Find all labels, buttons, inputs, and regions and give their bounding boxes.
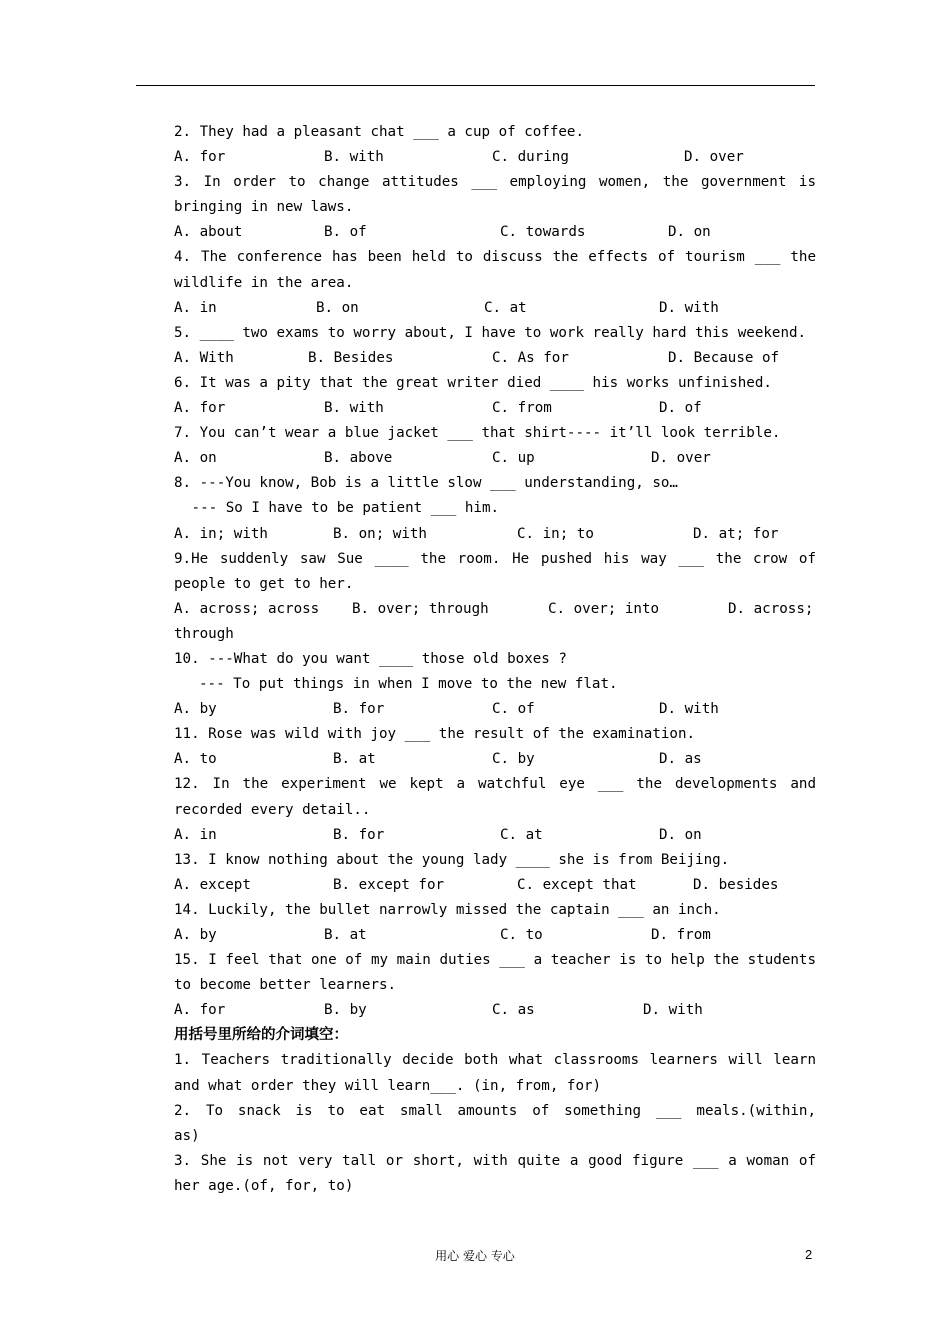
header-rule [136, 85, 815, 86]
page-number: 2 [805, 1247, 813, 1262]
option-a: A. for [174, 1002, 226, 1019]
options-row [174, 346, 816, 371]
option-a: A. for [174, 400, 226, 417]
option-c: C. by [492, 751, 535, 768]
question-stem-cont: recorded every detail.. [174, 801, 371, 818]
question-stem: 2. They had a pleasant chat ___ a cup of coffee. [174, 124, 584, 140]
question-stem: 6. It was a pity that the great writer died ____ his works unfinished. [174, 374, 772, 391]
option-c: C. as [492, 1002, 535, 1019]
option-c: C. up [492, 450, 535, 467]
question-stem: 7. You can’t wear a blue jacket ___ that shirt---- it’ll look terrible. [174, 425, 781, 442]
options-row [174, 873, 816, 898]
question-stem: 14. Luckily, the bullet narrowly missed the captain ___ an inch. [174, 901, 721, 918]
footer-text: 用心 爱心 专心 [435, 1249, 515, 1263]
question-stem: 3. In order to change attitudes ___ employing women, the government is [174, 174, 816, 191]
option-b: B. above [324, 450, 393, 467]
question-stem: 12. In the experiment we kept a watchful eye ___ the developments and [174, 776, 816, 793]
option-b: B. on [316, 299, 359, 316]
question-stem-cont: people to get to her. [174, 575, 354, 592]
option-c: C. in; to [517, 525, 594, 542]
fill-item-cont: as) [174, 1127, 200, 1144]
option-a: A. With [174, 349, 234, 366]
options-row [174, 923, 816, 948]
option-d: D. with [643, 1002, 703, 1019]
option-d-cont: through [174, 625, 234, 642]
option-c: C. towards [500, 224, 586, 241]
options-row [174, 396, 816, 421]
option-c: C. at [484, 299, 527, 316]
option-d: D. with [659, 299, 719, 316]
fill-item-cont: her age.(of, for, to) [174, 1177, 354, 1194]
question-stem: 5. ____ two exams to worry about, I have to work really hard this weekend. [174, 324, 807, 341]
question-list [174, 120, 816, 1199]
question-stem-cont: --- To put things in when I move to the new flat. [199, 676, 618, 693]
fill-item: 1. Teachers traditionally decide both what classrooms learners will learn [174, 1052, 816, 1069]
options-row [174, 220, 816, 245]
fill-item: 3. She is not very tall or short, with quite a good figure ___ a woman of [174, 1152, 816, 1169]
option-b: B. with [324, 149, 384, 166]
option-d: D. as [659, 751, 702, 768]
option-b: B. of [324, 224, 367, 241]
question-stem: 11. Rose was wild with joy ___ the result of the examination. [174, 726, 696, 743]
options-row [174, 296, 816, 321]
option-a: A. in; with [174, 525, 268, 542]
question-stem-cont: bringing in new laws. [174, 199, 354, 216]
option-c: C. over; into [548, 600, 660, 617]
option-a: A. by [174, 927, 217, 943]
option-a: A. except [174, 876, 251, 893]
fill-item-cont: and what order they will learn___. (in, from, for) [174, 1077, 602, 1094]
options-row [174, 697, 816, 722]
question-stem-cont: to become better learners. [174, 977, 397, 994]
option-d: D. over [651, 450, 711, 467]
question-stem: 8. ---You know, Bob is a little slow ___ understanding, so… [174, 475, 678, 492]
option-c: C. As for [492, 349, 569, 366]
option-b: B. except for [333, 876, 445, 893]
option-a: A. for [174, 149, 226, 166]
option-d: D. on [668, 224, 711, 241]
option-b: B. by [324, 1002, 367, 1019]
option-a: A. across; across [174, 600, 320, 617]
option-b: B. at [324, 927, 367, 943]
option-d: D. besides [693, 876, 779, 893]
option-d: D. at; for [693, 525, 779, 542]
question-stem: 10. ---What do you want ____ those old boxes ? [174, 650, 567, 667]
option-c: C. during [492, 149, 569, 166]
option-a: A. on [174, 450, 217, 467]
options-row [174, 747, 816, 772]
option-b: B. at [333, 751, 376, 768]
option-d: D. on [659, 826, 702, 843]
option-a: A. in [174, 826, 217, 843]
options-row [174, 522, 816, 547]
question-stem: 15. I feel that one of my main duties ___ a teacher is to help the students [174, 952, 816, 969]
option-d: D. Because of [668, 349, 780, 366]
option-b: B. over; through [352, 600, 489, 617]
option-c: C. of [492, 701, 535, 718]
options-row [174, 446, 816, 471]
option-b: B. for [333, 826, 385, 843]
fill-item: 2. To snack is to eat small amounts of something ___ meals.(within, [174, 1102, 816, 1119]
option-a: A. in [174, 299, 217, 316]
option-d: D. over [684, 149, 744, 166]
option-c: C. at [500, 826, 543, 843]
question-stem: 13. I know nothing about the young lady ____ she is from Beijing. [174, 851, 730, 868]
option-b: B. for [333, 701, 385, 718]
option-d: D. across; [728, 600, 814, 617]
section-heading: 用括号里所给的介词填空： [174, 1027, 348, 1044]
options-row [174, 998, 816, 1023]
option-d: D. of [659, 400, 702, 417]
option-c: C. to [500, 927, 543, 943]
question-stem: 4. The conference has been held to discuss the effects of tourism ___ the [174, 249, 816, 266]
option-c: C. except that [517, 876, 637, 893]
option-a: A. to [174, 751, 217, 768]
option-b: B. on; with [333, 525, 427, 542]
option-c: C. from [492, 400, 552, 417]
option-b: B. Besides [308, 349, 394, 366]
options-row [174, 823, 816, 848]
options-row [174, 145, 816, 170]
options-row [174, 597, 816, 622]
option-a: A. about [174, 224, 243, 241]
option-d: D. from [651, 927, 711, 943]
option-d: D. with [659, 701, 719, 718]
option-b: B. with [324, 400, 384, 417]
question-stem: 9.He suddenly saw Sue ____ the room. He pushed his way ___ the crow of [174, 550, 816, 567]
question-stem-cont: wildlife in the area. [174, 274, 354, 291]
option-a: A. by [174, 701, 217, 718]
question-stem-cont: --- So I have to be patient ___ him. [183, 500, 500, 517]
